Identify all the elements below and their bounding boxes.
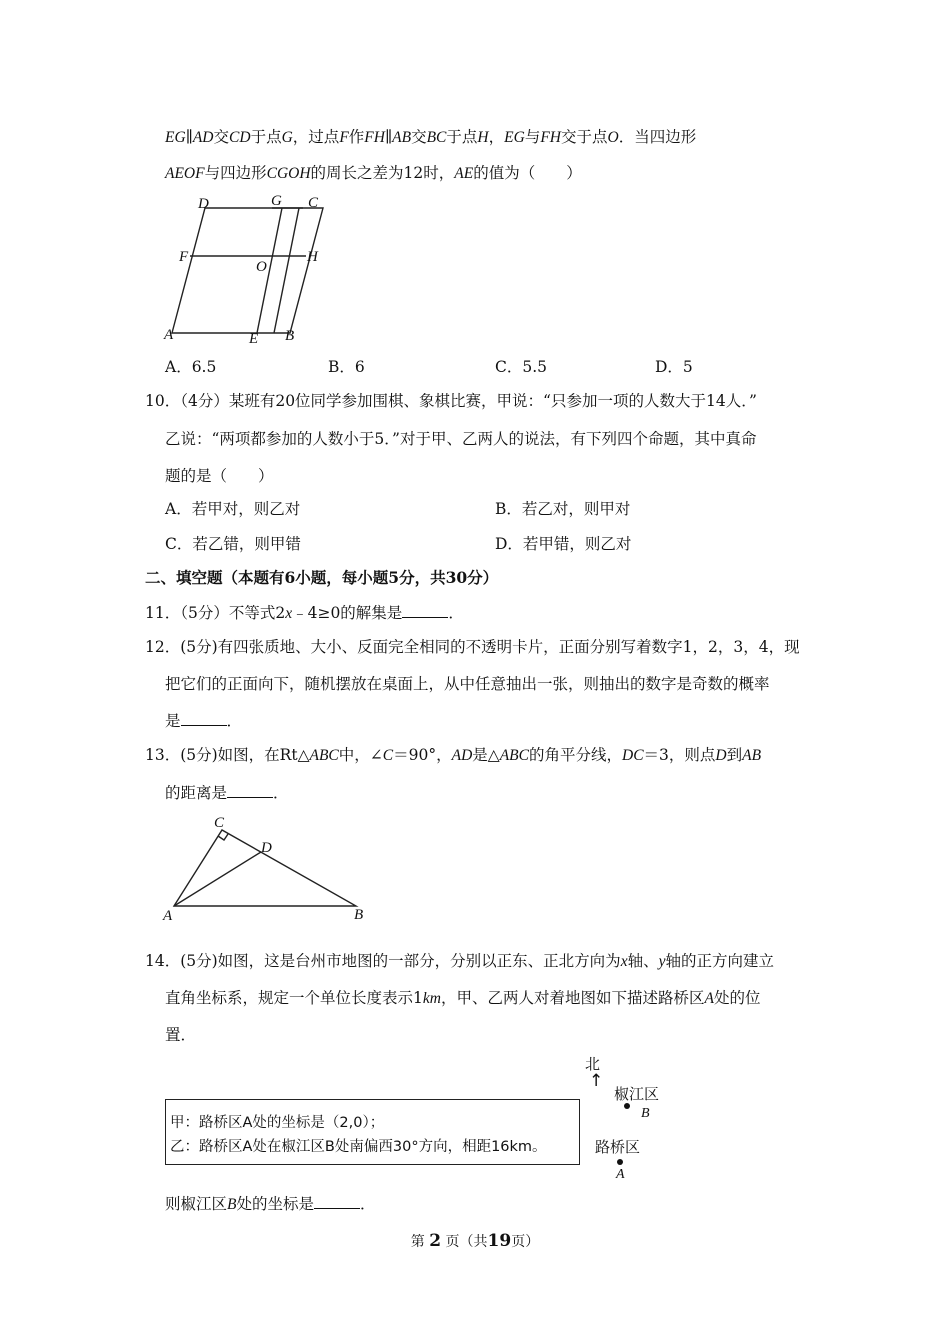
page-number: 2 — [429, 1231, 442, 1251]
section-2-title: 二、填空题（本题有6小题，每小题5分，共30分） — [145, 568, 499, 587]
q10-option-b: B．若乙对，则甲对 — [495, 500, 631, 518]
q14-statement-box — [165, 1099, 580, 1165]
q11: 11．（5分）不等式2x﹣4≥0的解集是 ． — [145, 604, 464, 622]
q9-line2: AEOF与四边形CGOH的周长之差为12时，AE的值为（ ） — [165, 164, 582, 182]
label-f: F — [179, 249, 189, 265]
q13-triangle-figure — [160, 810, 380, 925]
q14-line3: 置． — [165, 1026, 197, 1044]
q9-option-c: C．5.5 — [495, 358, 548, 376]
q10-option-d: D．若甲错，则乙对 — [495, 535, 632, 553]
label-o: O — [256, 259, 267, 275]
label-c: C — [308, 195, 319, 211]
bisector-ad — [174, 852, 261, 906]
label-d: D — [198, 196, 209, 212]
q13-line1: 13．(5分)如图，在Rt△ABC中，∠C＝90°，AD是△ABC的角平分线，DC＝3，则点D到AB — [145, 746, 762, 764]
q14-question: 则椒江区B处的坐标是 ． — [165, 1195, 376, 1213]
label-a: A — [163, 908, 173, 924]
q9-option-d: D．5 — [655, 358, 693, 376]
total-pages: 19 — [487, 1231, 512, 1251]
q13-line2: 的距离是 ． — [165, 784, 289, 802]
parallelogram-abcd — [172, 208, 323, 333]
q10-line3: 题的是（ ） — [165, 467, 274, 485]
q12-line3: 是 ． — [165, 712, 243, 730]
point-b-dot — [624, 1103, 630, 1109]
label-d: D — [261, 840, 272, 856]
q10-line1: 10．（4分）某班有20位同学参加围棋、象棋比赛，甲说：“只参加一项的人数大于14人．” — [145, 392, 757, 410]
luqiao-label: 路桥区 — [595, 1138, 641, 1156]
label-b: B — [285, 328, 295, 344]
q10-option-c: C．若乙错，则甲错 — [165, 535, 301, 553]
q9-line1: EG∥AD交CD于点G，过点F作FH∥AB交BC于点H，EG与FH交于点O．当四边形 — [165, 128, 697, 146]
north-label: 北 — [585, 1055, 601, 1073]
statement-yi: 乙：路桥区A处在椒江区B处南偏西30°方向，相距16km。 — [170, 1139, 547, 1155]
q14-line1: 14．(5分)如图，这是台州市地图的一部分，分别以正东、正北方向为x轴、y轴的正方向建立 — [145, 952, 774, 970]
q9-option-b: B．6 — [328, 358, 365, 376]
jiaojiang-label: 椒江区 — [614, 1085, 660, 1103]
north-arrow-icon: ↑ — [589, 1071, 604, 1091]
label-h: H — [307, 249, 318, 265]
answer-blank — [314, 1194, 360, 1209]
label-b: B — [354, 907, 364, 923]
answer-blank — [402, 603, 448, 618]
page-footer: 第 2 页（共19页） — [410, 1231, 540, 1251]
point-a-label: A — [616, 1167, 625, 1182]
q9-parallelogram-figure — [160, 190, 340, 350]
point-b-label: B — [641, 1106, 650, 1121]
answer-blank — [181, 711, 227, 726]
statement-jia: 甲：路桥区A处的坐标是（2,0）； — [170, 1115, 385, 1131]
q10-line2: 乙说：“两项都参加的人数小于5．”对于甲、乙两人的说法，有下列四个命题，其中真命 — [165, 430, 757, 448]
label-c: C — [214, 815, 225, 831]
q12-line1: 12．(5分)有四张质地、大小、反面完全相同的不透明卡片，正面分别写着数字1，2，3，4，现 — [145, 638, 800, 656]
q10-option-a: A．若甲对，则乙对 — [165, 500, 301, 518]
q14-line2: 直角坐标系，规定一个单位长度表示1km，甲、乙两人对着地图如下描述路桥区A处的位 — [165, 989, 761, 1007]
label-a: A — [164, 327, 174, 343]
q12-line2: 把它们的正面向下，随机摆放在桌面上，从中任意抽出一张，则抽出的数字是奇数的概率 — [165, 675, 770, 693]
answer-blank — [227, 783, 273, 798]
label-e: E — [249, 331, 259, 347]
label-g: G — [271, 193, 282, 209]
q9-option-a: A．6.5 — [165, 358, 217, 376]
